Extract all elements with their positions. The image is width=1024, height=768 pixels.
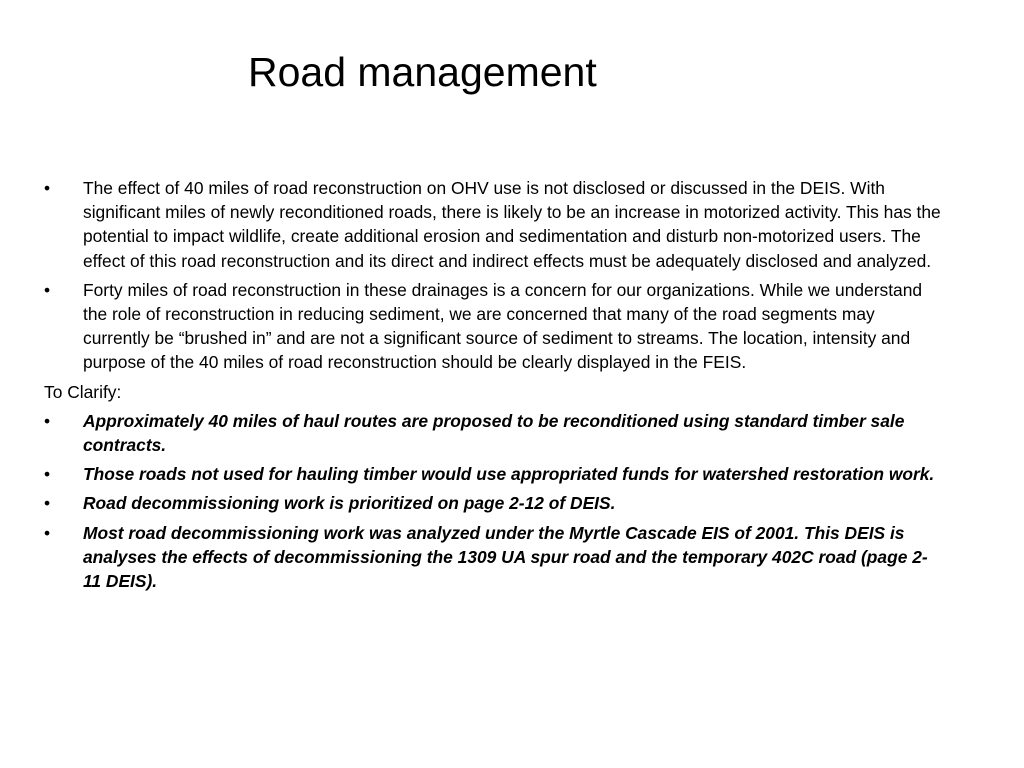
clarify-label: To Clarify: bbox=[44, 381, 122, 402]
clarify-text: Road decommissioning work is prioritized on page 2-12 of DEIS. bbox=[83, 493, 616, 514]
bullet-item bbox=[44, 278, 944, 375]
bullet-icon: • bbox=[44, 493, 51, 514]
bullet-icon: • bbox=[44, 522, 51, 543]
clarify-text: Approximately 40 miles of haul routes are proposed to be reconditioned using standard timber sale contracts. bbox=[83, 410, 905, 456]
clarify-bullet-item bbox=[44, 462, 944, 486]
clarify-bullet-item bbox=[44, 491, 944, 515]
bullet-text: The effect of 40 miles of road reconstruction on OHV use is not disclosed or discussed in the DEIS. With significant miles of newly reconditioned roads, there is likely to be an increase in motorized activity. This has the potential to impact wildlife, create additional erosion and sedimentation and disturb non-motorized users. The effect of this road reconstruction and its direct and indirect effects must be adequately disclosed and analyzed. bbox=[83, 178, 941, 271]
bullet-icon: • bbox=[44, 410, 51, 431]
clarify-text: Most road decommissioning work was analyzed under the Myrtle Cascade EIS of 2001. This DEIS is analyses the effects of decommissioning the 1309 UA spur road and the temporary 402C road (page 2-11 DEIS). bbox=[83, 522, 928, 592]
bullet-icon: • bbox=[44, 178, 51, 198]
clarify-bullet-item bbox=[44, 409, 944, 457]
bullet-text: Forty miles of road reconstruction in these drainages is a concern for our organizations. While we understand the role of reconstruction in reducing sediment, we are concerned that many of the road segments may currently be “brushed in” and are not a significant source of sediment to streams. The location, intensity and purpose of the 40 miles of road reconstruction should be clearly displayed in the FEIS. bbox=[83, 279, 923, 373]
clarify-text: Those roads not used for hauling timber would use appropriated funds for watershed restoration work. bbox=[83, 464, 935, 485]
bullet-icon: • bbox=[44, 279, 51, 300]
bullet-item bbox=[44, 176, 944, 273]
slide-title: Road management bbox=[248, 49, 597, 95]
slide-body bbox=[44, 176, 944, 598]
bullet-icon: • bbox=[44, 464, 51, 485]
clarify-bullet-item bbox=[44, 521, 944, 594]
